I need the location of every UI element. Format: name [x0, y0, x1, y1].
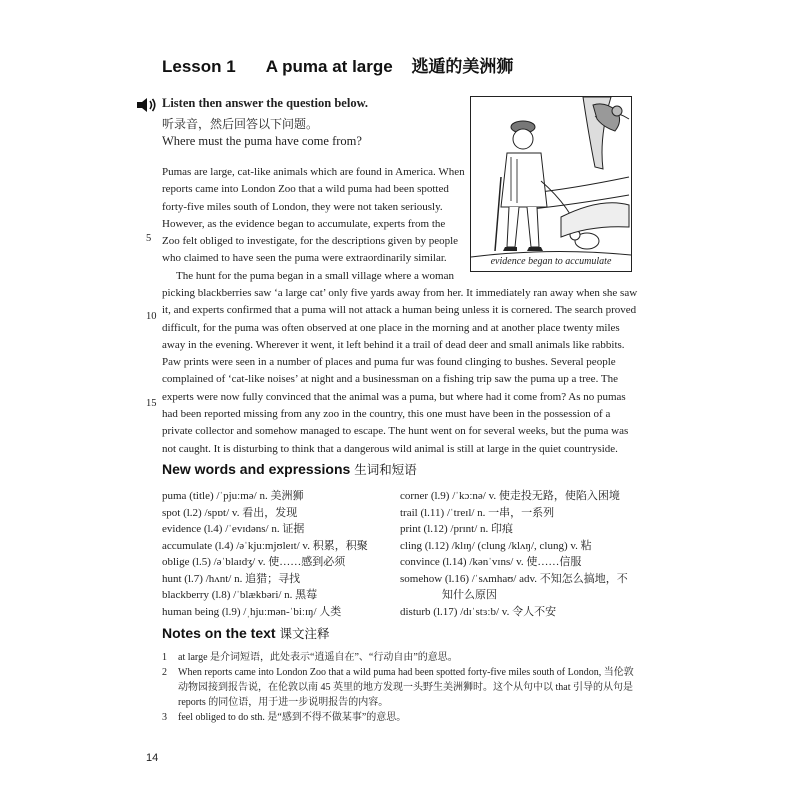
vocab-list-left: [162, 488, 368, 620]
passage-line: experts were now fully convinced that the animal was a puma, but where had it come from? As no pumas: [162, 390, 626, 403]
note-number: 2: [162, 667, 167, 678]
vocab-item: convince (l.14) /kənˈvɪns/ v. 使……信服: [400, 556, 582, 568]
passage-line: However, as the evidence began to accumulate, experts from the: [162, 217, 446, 230]
comprehension-question: Where must the puma have come from?: [162, 134, 362, 148]
vocab-item: print (l.12) /prɪnt/ n. 印痕: [400, 523, 514, 535]
vocab-item: blackberry (l.8) /ˈblækbəri/ n. 黑莓: [162, 589, 318, 601]
note-number: 3: [162, 712, 167, 723]
cartoon-drawing: [471, 97, 631, 271]
note-text: feel obliged to do sth. 是“感到不得不做某事”的意思。: [178, 712, 407, 723]
passage-line: The hunt for the puma began in a small village where a woman: [176, 269, 454, 282]
vocab-item: 知什么原因: [442, 589, 497, 601]
lesson-label: Lesson 1: [162, 57, 236, 76]
notes-heading-en: Notes on the text: [162, 625, 276, 641]
vocab-item: trail (l.11) /ˈtreɪl/ n. 一串，一系列: [400, 506, 555, 519]
vocab-item: puma (title) /ˈpjuːmə/ n. 美洲狮: [162, 490, 304, 502]
listen-instruction-zh: 听录音，然后回答以下问题。: [162, 117, 319, 131]
lesson-title-zh: 逃遁的美洲狮: [411, 57, 514, 77]
vocab-list-right: [400, 488, 628, 620]
passage-line: picking blackberries saw ‘a large cat’ only five yards away from her. It immediately ran away when she saw: [162, 287, 638, 299]
passage-wide: [162, 285, 638, 458]
passage-line: away in the evening. Wherever it went, it left behind it a trail of dead deer and small animals like rabbits.: [162, 338, 625, 351]
vocab-item: oblige (l.5) /əˈblaɪdʒ/ v. 使……感到必须: [162, 556, 346, 568]
passage-line: difficult, for the puma was often observed at one place in the morning and at another place twenty miles: [162, 321, 620, 334]
passage-narrow: [162, 164, 465, 285]
passage-line: private collector and somehow managed to escape. The hunt went on for several weeks, but the puma was: [162, 425, 629, 438]
note-item: [162, 665, 642, 710]
passage-line: had been reported missing from any zoo in the country, this one must have been in the possession of a: [162, 408, 611, 421]
vocab-item: hunt (l.7) /hʌnt/ n. 追猎；寻找: [162, 572, 301, 585]
speaker-icon[interactable]: [136, 96, 158, 114]
passage-line: complained of ‘cat-like noises’ at night and a businessman on a fishing trip saw the puma up a tree. The: [162, 373, 618, 386]
passage-line: it, and experts confirmed that a puma will not attack a human being unless it is cornered. The search proved: [162, 304, 637, 317]
vocab-item: cling (l.12) /klɪŋ/ (clung /klʌŋ/, clung) v. 粘: [400, 539, 592, 552]
lesson-title-en: A puma at large: [265, 57, 393, 76]
vocab-heading: [162, 460, 417, 478]
vocab-item: human being (l.9) /ˌhjuːmən-ˈbiːɪŋ/ 人类: [162, 605, 342, 618]
vocab-item: spot (l.2) /spɒt/ v. 看出，发现: [162, 506, 298, 519]
vocab-item: evidence (l.4) /ˈevɪdəns/ n. 证据: [162, 523, 305, 535]
line-number: 5: [146, 233, 152, 244]
passage-line: reports came into London Zoo that a wild puma had been spotted: [162, 183, 449, 196]
note-text: at large 是介词短语，此处表示“逍遥自在”、“行动自由”的意思。: [178, 652, 458, 663]
note-text: When reports came into London Zoo that a wild puma had been spotted forty-five miles south of London, 当伦敦动物园接到报告说，在伦敦以南 45 英里的地方发现一头野生美洲狮时。这个从句中以 that 引导的从句是 reports 的同位语，用于进一步说明报告的内容。: [178, 667, 634, 708]
passage-line: forty-five miles south of London, they were not taken seriously.: [162, 200, 443, 213]
notes-heading: [162, 624, 329, 642]
vocab-item: disturb (l.17) /dɪˈstɜːb/ v. 令人不安: [400, 605, 557, 618]
passage-line: Paw prints were seen in a number of places and puma fur was found clinging to bushes. Several people: [162, 356, 616, 369]
cartoon-caption: evidence began to accumulate: [490, 256, 612, 267]
passage-line: who claimed to have seen the puma were extraordinarily similar.: [162, 252, 447, 265]
vocab-item: somehow (l.16) /ˈsʌmhaʊ/ adv. 不知怎么搞地，不: [400, 572, 628, 585]
vocab-heading-en: New words and expressions: [162, 461, 351, 477]
page-number: 14: [146, 752, 159, 764]
passage-line: Zoo felt obliged to investigate, for the descriptions given by people: [162, 235, 459, 248]
vocab-item: accumulate (l.4) /əˈkjuːmjʊleɪt/ v. 积累，积聚: [162, 539, 368, 552]
line-number: 10: [146, 311, 157, 322]
listen-instruction: Listen then answer the question below.: [162, 96, 369, 110]
notes-list: [162, 650, 642, 725]
lesson-title: [162, 52, 513, 77]
passage-line: not caught. It is disturbing to think that a dangerous wild animal is still at large in the quiet countryside.: [162, 442, 618, 455]
cartoon-illustration: [470, 96, 632, 272]
vocab-item: corner (l.9) /ˈkɔːnə/ v. 使走投无路，使陷入困境: [400, 490, 620, 502]
note-item: [162, 650, 642, 665]
note-number: 1: [162, 652, 167, 663]
notes-heading-zh: 课文注释: [279, 626, 330, 641]
vocab-heading-zh: 生词和短语: [354, 462, 417, 477]
note-item: [162, 710, 642, 725]
passage-line: Pumas are large, cat-like animals which are found in America. When: [162, 166, 465, 178]
line-number: 15: [146, 398, 157, 409]
